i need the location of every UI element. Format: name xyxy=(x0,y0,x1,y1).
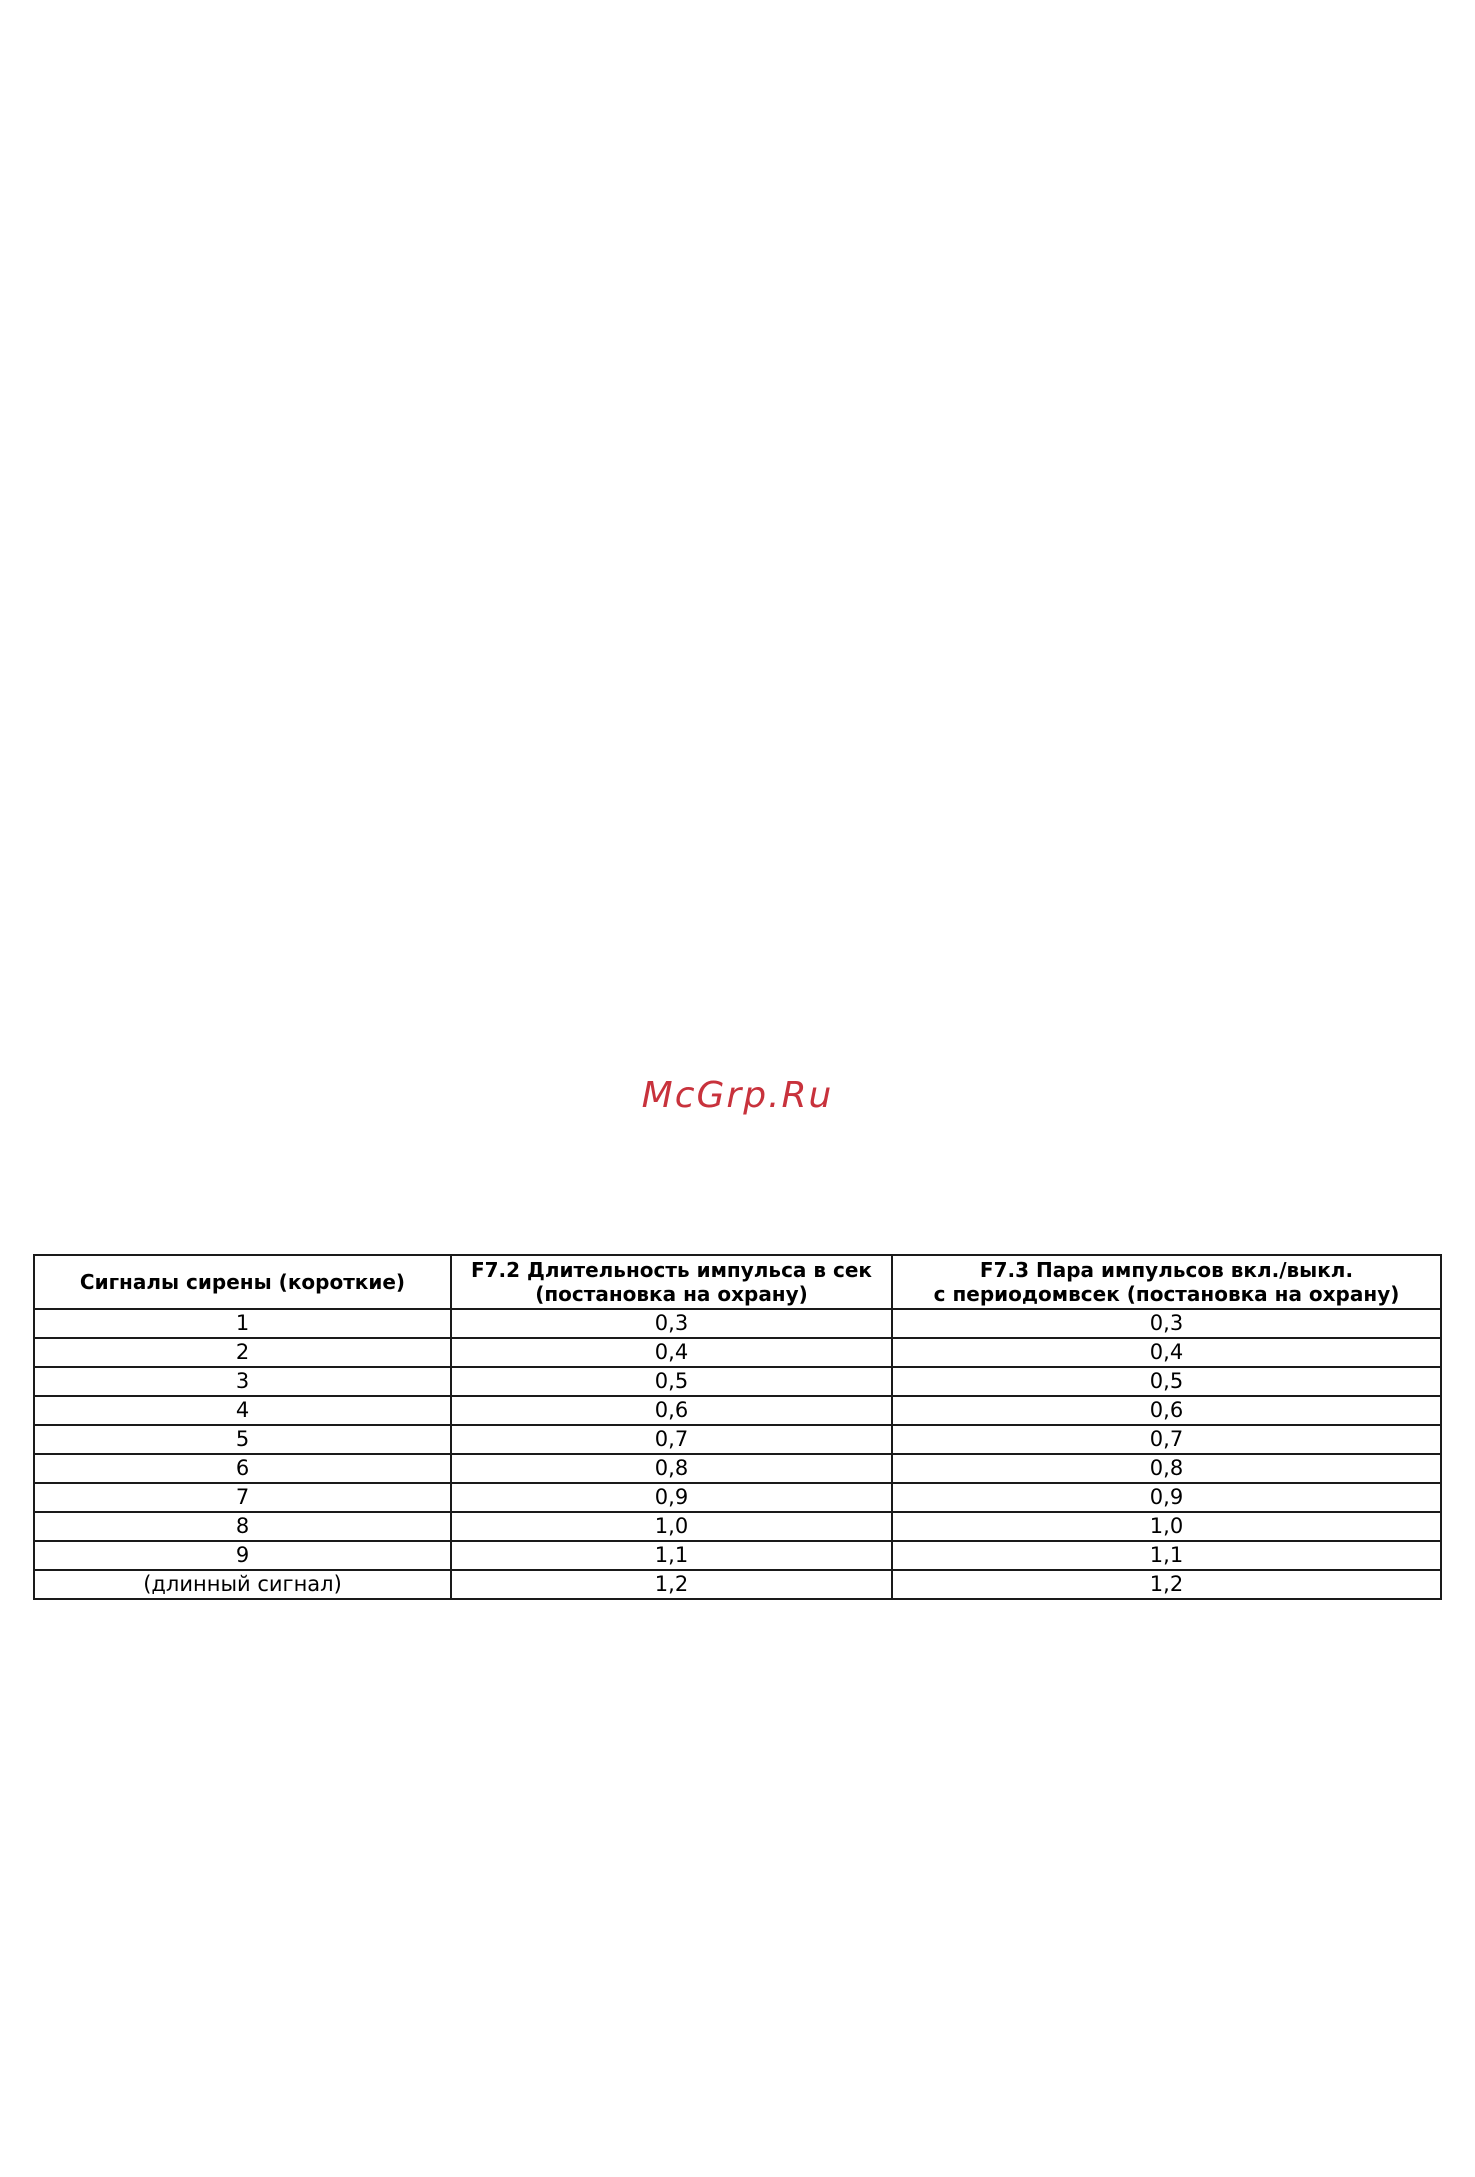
table-row xyxy=(34,1367,1441,1396)
cell-f72: 0,6 xyxy=(451,1396,892,1425)
siren-signal-table xyxy=(33,1254,1442,1600)
cell-signals: 8 xyxy=(34,1512,451,1541)
watermark-logo: McGrp.Ru xyxy=(641,1075,834,1116)
cell-signals: 5 xyxy=(34,1425,451,1454)
cell-f73: 0,7 xyxy=(892,1425,1441,1454)
cell-f72: 0,8 xyxy=(451,1454,892,1483)
cell-f73: 1,2 xyxy=(892,1570,1441,1599)
cell-f72: 0,5 xyxy=(451,1367,892,1396)
table-row xyxy=(34,1512,1441,1541)
header-siren-signals: Сигналы сирены (короткие) xyxy=(34,1255,451,1309)
table-row xyxy=(34,1338,1441,1367)
cell-f72: 0,9 xyxy=(451,1483,892,1512)
cell-signals: 2 xyxy=(34,1338,451,1367)
cell-f73: 0,9 xyxy=(892,1483,1441,1512)
cell-signals: 7 xyxy=(34,1483,451,1512)
table-row xyxy=(34,1454,1441,1483)
cell-f73: 0,3 xyxy=(892,1309,1441,1338)
cell-signals: 6 xyxy=(34,1454,451,1483)
table-row xyxy=(34,1483,1441,1512)
cell-f73: 0,8 xyxy=(892,1454,1441,1483)
cell-f73: 1,1 xyxy=(892,1541,1441,1570)
table-row xyxy=(34,1425,1441,1454)
cell-f73: 0,5 xyxy=(892,1367,1441,1396)
cell-f72: 1,2 xyxy=(451,1570,892,1599)
cell-f72: 1,0 xyxy=(451,1512,892,1541)
table-row xyxy=(34,1396,1441,1425)
table-row xyxy=(34,1309,1441,1338)
cell-signals: 9 xyxy=(34,1541,451,1570)
cell-f72: 0,7 xyxy=(451,1425,892,1454)
cell-signals: 1 xyxy=(34,1309,451,1338)
table-header-row xyxy=(34,1255,1441,1309)
cell-f72: 1,1 xyxy=(451,1541,892,1570)
cell-f72: 0,4 xyxy=(451,1338,892,1367)
cell-f73: 0,4 xyxy=(892,1338,1441,1367)
table-row xyxy=(34,1541,1441,1570)
cell-f73: 0,6 xyxy=(892,1396,1441,1425)
cell-signals: 3 xyxy=(34,1367,451,1396)
header-f73-pulse-pair: F7.3 Пара импульсов вкл./выкл. с периодомвсек (постановка на охрану) xyxy=(892,1255,1441,1309)
table-row xyxy=(34,1570,1441,1599)
cell-signals: (длинный сигнал) xyxy=(34,1570,451,1599)
cell-f73: 1,0 xyxy=(892,1512,1441,1541)
cell-signals: 4 xyxy=(34,1396,451,1425)
header-f72-pulse-duration: F7.2 Длительность импульса в сек (постановка на охрану) xyxy=(451,1255,892,1309)
cell-f72: 0,3 xyxy=(451,1309,892,1338)
